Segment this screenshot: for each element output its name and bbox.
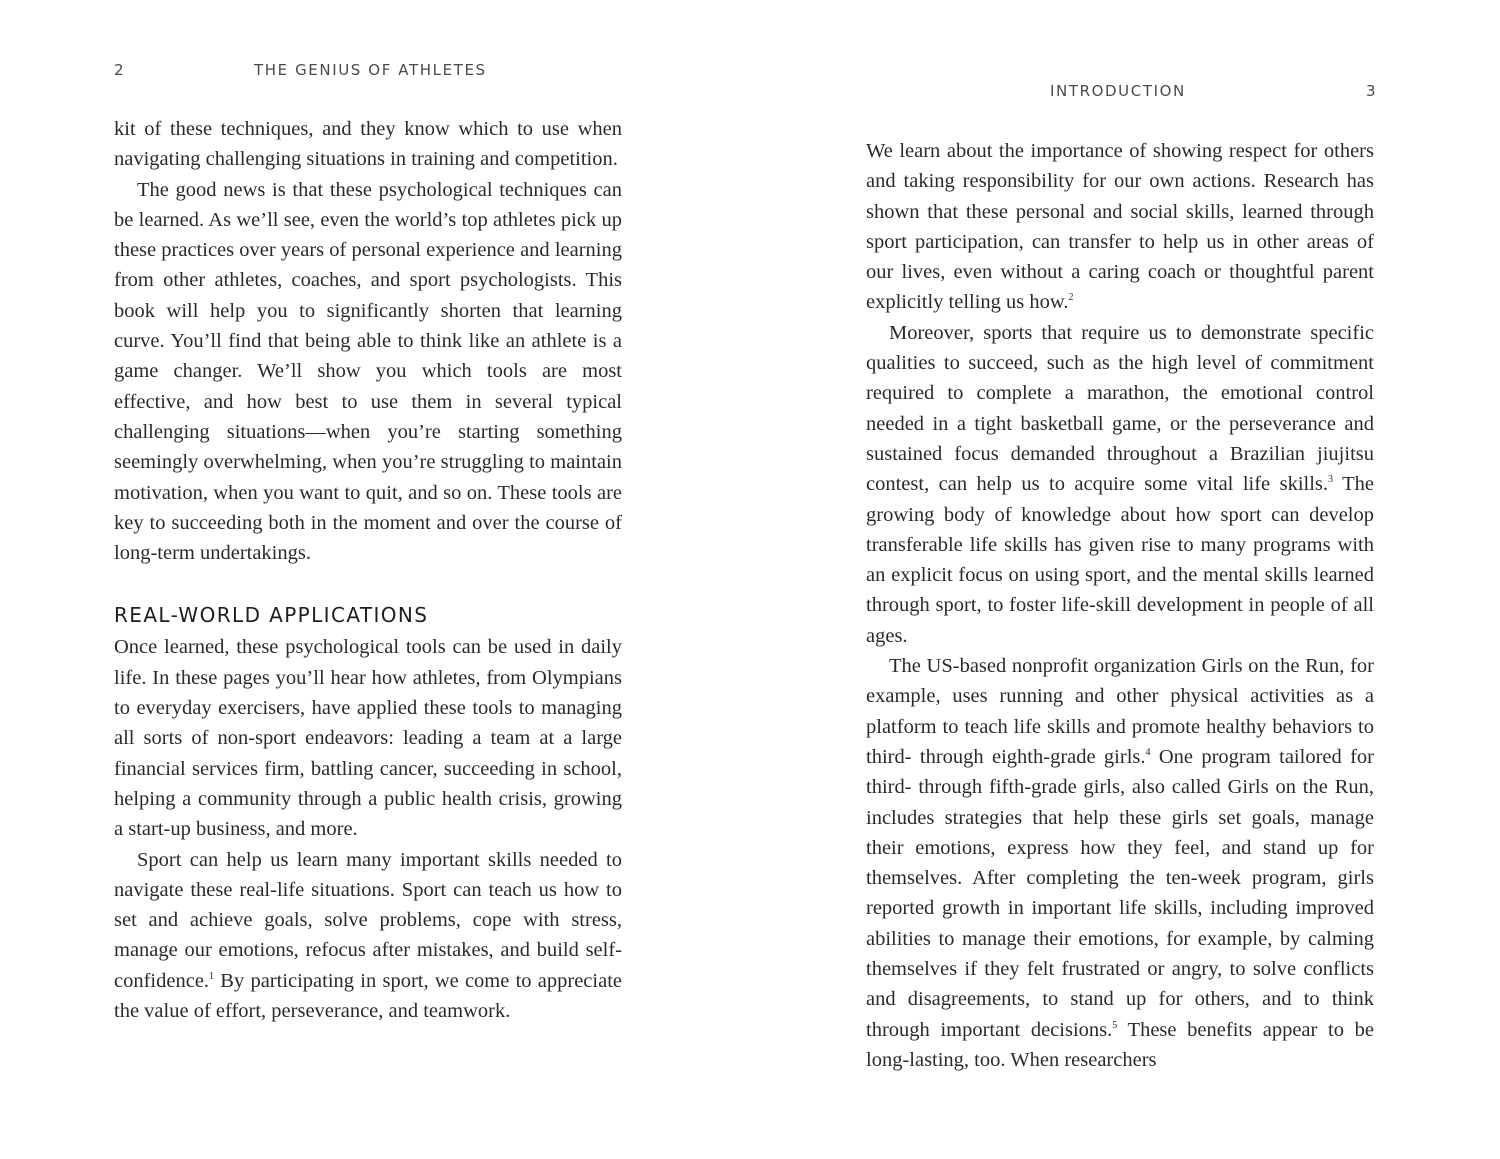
paragraph	[114, 845, 622, 1027]
footnote-ref-1: 1	[209, 970, 215, 982]
paragraph-text: Sport can help us learn many important skills needed to navigate these real-life situations. Sport can teach us how to set and achieve goals, solve problems, cope with stress, manage our emotions, refocus after mistakes, and build self-confidence.	[114, 848, 622, 992]
paragraph-text: The growing body of knowledge about how sport can develop transferable life skills has given rise to many programs with an explicit focus on using sport, and the mental skills learned through sport, to foster life-skill development in people of all ages.	[866, 473, 1374, 647]
section-heading: REAL-WORLD APPLICATIONS	[114, 603, 429, 628]
page-number-right: 3	[1366, 82, 1376, 100]
page-number-left: 2	[114, 61, 124, 79]
paragraph-text: Moreover, sports that require us to demonstrate specific qualities to succeed, such as the high level of commitment required to complete a marathon, the emotional control needed in a tight basketball game, or the perseverance and sustained focus demanded throughout a Brazilian jiujitsu contest, can help us to acquire some vital life skills.	[866, 321, 1374, 496]
footnote-ref-4: 4	[1145, 746, 1151, 758]
running-head-book-title: THE GENIUS OF ATHLETES	[254, 61, 487, 79]
paragraph-text: The US-based nonprofit organization Girls on the Run, for example, uses running and other physical activities as a platform to teach life skills and promote healthy behaviors to third- through eighth-grade girls.	[866, 655, 1374, 768]
paragraph: The good news is that these psychological techniques can be learned. As we’ll see, even the world’s top athletes pick up these practices over years of personal experience and learning from other athletes, coaches, and sport psychologists. This book will help you to significantly shorten that learning curve. You’ll find that being able to think like an athlete is a game changer. We’ll show you which tools are most effective, and how best to use them in several typical challenging situations—when you’re starting something seemingly overwhelming, when you’re struggling to maintain motivation, when you want to quit, and so on. These tools are key to succeeding both in the moment and over the course of long-term undertakings.	[114, 178, 622, 565]
paragraph-text: These benefits appear to be long-lasting, too. When researchers	[866, 1018, 1374, 1071]
footnote-ref-2: 2	[1068, 292, 1074, 304]
paragraph: Once learned, these psychological tools can be used in daily life. In these pages you’ll hear how athletes, from Olympians to everyday exercisers, have applied these tools to managing all sorts of non-sport endeavors: leading a team at a large financial services firm, battling cancer, succeeding in school, helping a community through a public health crisis, growing a start-up business, and more.	[114, 636, 622, 841]
paragraph	[866, 651, 1374, 1075]
footnote-ref-5: 5	[1112, 1019, 1118, 1031]
left-page-body	[114, 114, 622, 1026]
paragraph	[866, 318, 1374, 651]
paragraph-text: We learn about the importance of showing respect for others and taking responsibility for our own actions. Research has shown that these personal and social skills, learned through sport participation, can transfer to help us in other areas of our lives, even without a caring coach or thoughtful parent explicitly telling us how.	[866, 140, 1374, 314]
running-head-chapter-title: INTRODUCTION	[1050, 82, 1186, 100]
paragraph-text: By participating in sport, we come to appreciate the value of effort, perseverance, and teamwork.	[114, 969, 622, 1023]
paragraph-text: One program tailored for third- through fifth-grade girls, also called Girls on the Run, includes strategies that help these girls set goals, manage their emotions, express how they feel, and stand up for themselves. After completing the ten-week program, girls reported growth in important life skills, including improved abilities to manage their emotions, for example, by calming themselves if they felt frustrated or angry, to solve conflicts and disagreements, to stand up for others, and to think through important decisions.	[866, 745, 1374, 1041]
paragraph: kit of these techniques, and they know which to use when navigating challenging situations in training and competition.	[114, 118, 622, 171]
paragraph	[866, 136, 1374, 318]
right-page	[750, 0, 1500, 1159]
right-page-body	[866, 136, 1374, 1075]
footnote-ref-3: 3	[1328, 474, 1334, 486]
